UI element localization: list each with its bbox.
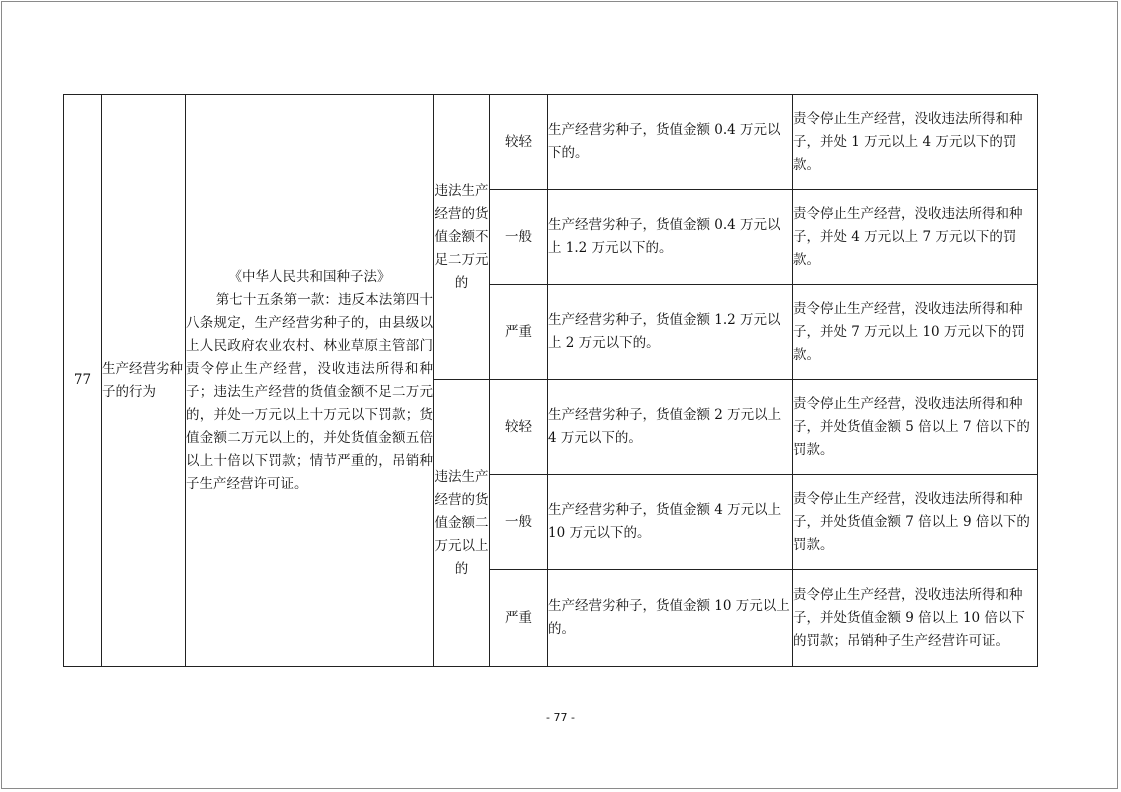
- table-row: [64, 95, 1038, 190]
- degree-cell: 较轻: [490, 380, 548, 475]
- condition-group-1: 违法生产经营的货值金额不足二万元的: [434, 95, 490, 380]
- penalty-standard-cell: 责令停止生产经营，没收违法所得和种子，并处 7 万元以上 10 万元以下的罚款。: [793, 285, 1038, 380]
- legal-basis: [186, 95, 434, 667]
- degree-cell: 严重: [490, 570, 548, 667]
- circumstance-cell: 生产经营劣种子，货值金额 4 万元以上 10 万元以下的。: [548, 475, 793, 570]
- degree-cell: 较轻: [490, 95, 548, 190]
- penalty-standard-cell: 责令停止生产经营，没收违法所得和种子，并处货值金额 7 倍以上 9 倍以下的罚款。: [793, 475, 1038, 570]
- penalty-standard-cell: 责令停止生产经营，没收违法所得和种子，并处货值金额 5 倍以上 7 倍以下的罚款。: [793, 380, 1038, 475]
- circumstance-cell: 生产经营劣种子，货值金额 0.4 万元以上 1.2 万元以下的。: [548, 190, 793, 285]
- degree-cell: 一般: [490, 190, 548, 285]
- law-article-text: 第七十五条第一款：违反本法第四十八条规定，生产经营劣种子的，由县级以上人民政府农业农村、林业草原主管部门责令停止生产经营，没收违法所得和种子；违法生产经营的货值金额不足二万元的，并处一万元以上十万元以下罚款；货值金额二万元以上的，并处货值金额五倍以上十倍以下罚款；情节严重的，吊销种子生产经营许可证。: [186, 291, 433, 492]
- penalty-standard-cell: 责令停止生产经营，没收违法所得和种子，并处 1 万元以上 4 万元以下的罚款。: [793, 95, 1038, 190]
- penalty-standard-table: [63, 94, 1038, 667]
- circumstance-cell: 生产经营劣种子，货值金额 2 万元以上 4 万元以下的。: [548, 380, 793, 475]
- circumstance-cell: 生产经营劣种子，货值金额 0.4 万元以下的。: [548, 95, 793, 190]
- degree-cell: 一般: [490, 475, 548, 570]
- degree-cell: 严重: [490, 285, 548, 380]
- circumstance-cell: 生产经营劣种子，货值金额 10 万元以上的。: [548, 570, 793, 667]
- row-number: 77: [64, 95, 102, 667]
- circumstance-cell: 生产经营劣种子，货值金额 1.2 万元以上 2 万元以下的。: [548, 285, 793, 380]
- page-number: - 77 -: [546, 711, 575, 724]
- penalty-standard-cell: 责令停止生产经营，没收违法所得和种子，并处 4 万元以上 7 万元以下的罚款。: [793, 190, 1038, 285]
- violation-behavior: 生产经营劣种子的行为: [102, 95, 186, 667]
- condition-group-2: 违法生产经营的货值金额二万元以上的: [434, 380, 490, 667]
- law-title: 《中华人民共和国种子法》: [228, 268, 391, 285]
- penalty-standard-cell: 责令停止生产经营，没收违法所得和种子，并处货值金额 9 倍以上 10 倍以下的罚款；吊销种子生产经营许可证。: [793, 570, 1038, 667]
